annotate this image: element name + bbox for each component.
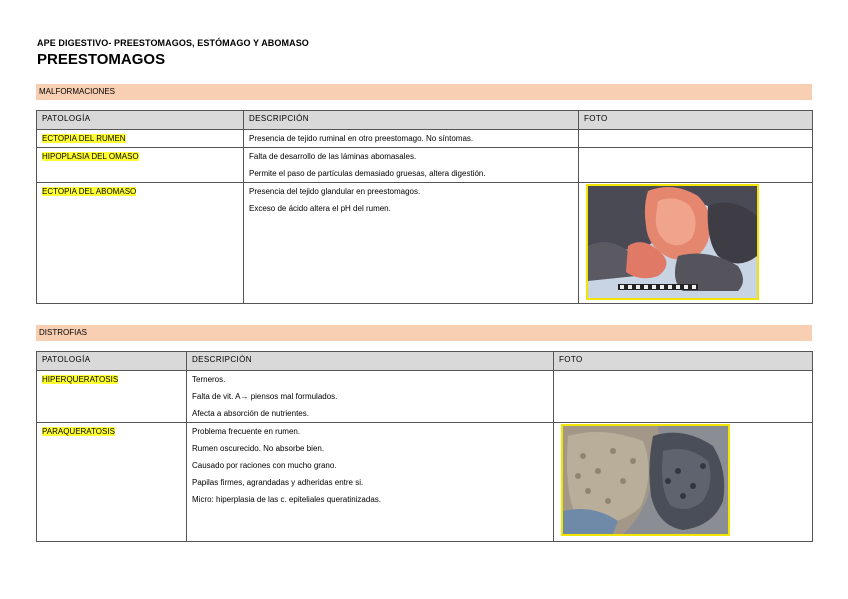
pathology-name: HIPERQUERATOSIS	[42, 375, 119, 384]
column-header-foto: FOTO	[579, 111, 813, 130]
table-row	[37, 130, 813, 148]
column-header-descripcion: DESCRIPCIÓN	[244, 111, 579, 130]
description-line: Micro: hiperplasia de las c. epiteliales queratinizadas.	[192, 495, 381, 504]
table-row	[37, 183, 813, 304]
section-header-distrofias: DISTROFIAS	[36, 325, 812, 341]
table-row	[37, 371, 813, 423]
abomasum-ectopia-photo	[586, 184, 759, 300]
malformaciones-table	[36, 110, 813, 304]
description-line: Causado por raciones con mucho grano.	[192, 461, 337, 470]
description-line: Presencia de tejido ruminal en otro preestomago. No síntomas.	[249, 134, 474, 143]
column-header-foto: FOTO	[554, 352, 813, 371]
table-header-row	[37, 352, 813, 371]
pathology-name: ECTOPIA DEL ABOMASO	[42, 187, 137, 196]
description-line: Falta de desarrollo de las láminas abomasales.	[249, 152, 417, 161]
description-line: Permite el paso de partículas demasiado gruesas, altera digestión.	[249, 169, 486, 178]
description-line: Rumen oscurecido. No absorbe bien.	[192, 444, 325, 453]
description-line: Exceso de ácido altera el pH del rumen.	[249, 204, 391, 213]
column-header-descripcion: DESCRIPCIÓN	[187, 352, 554, 371]
description-line: Papilas firmes, agrandadas y adheridas entre si.	[192, 478, 364, 487]
document-title: PREESTOMAGOS	[37, 51, 166, 68]
pathology-name: PARAQUERATOSIS	[42, 427, 115, 436]
table-header-row	[37, 111, 813, 130]
description-line: Presencia del tejido glandular en preestomagos.	[249, 187, 421, 196]
pathology-name: ECTOPIA DEL RUMEN	[42, 134, 126, 143]
distrofias-table	[36, 351, 813, 542]
description-line: Terneros.	[192, 375, 226, 384]
parakeratosis-photo	[561, 424, 730, 536]
column-header-patologia: PATOLOGÍA	[37, 352, 187, 371]
table-row	[37, 148, 813, 183]
description-line: Afecta a absorción de nutrientes.	[192, 409, 309, 418]
document-subtitle: APE DIGESTIVO- PREESTOMAGOS, ESTÓMAGO Y ABOMASO	[37, 38, 309, 48]
column-header-patologia: PATOLOGÍA	[37, 111, 244, 130]
description-line: Problema frecuente en rumen.	[192, 427, 301, 436]
pathology-name: HIPOPLASIA DEL OMASO	[42, 152, 139, 161]
description-line: Falta de vit. A→ piensos mal formulados.	[192, 392, 338, 401]
table-row	[37, 423, 813, 542]
section-header-malformaciones: MALFORMACIONES	[36, 84, 812, 100]
